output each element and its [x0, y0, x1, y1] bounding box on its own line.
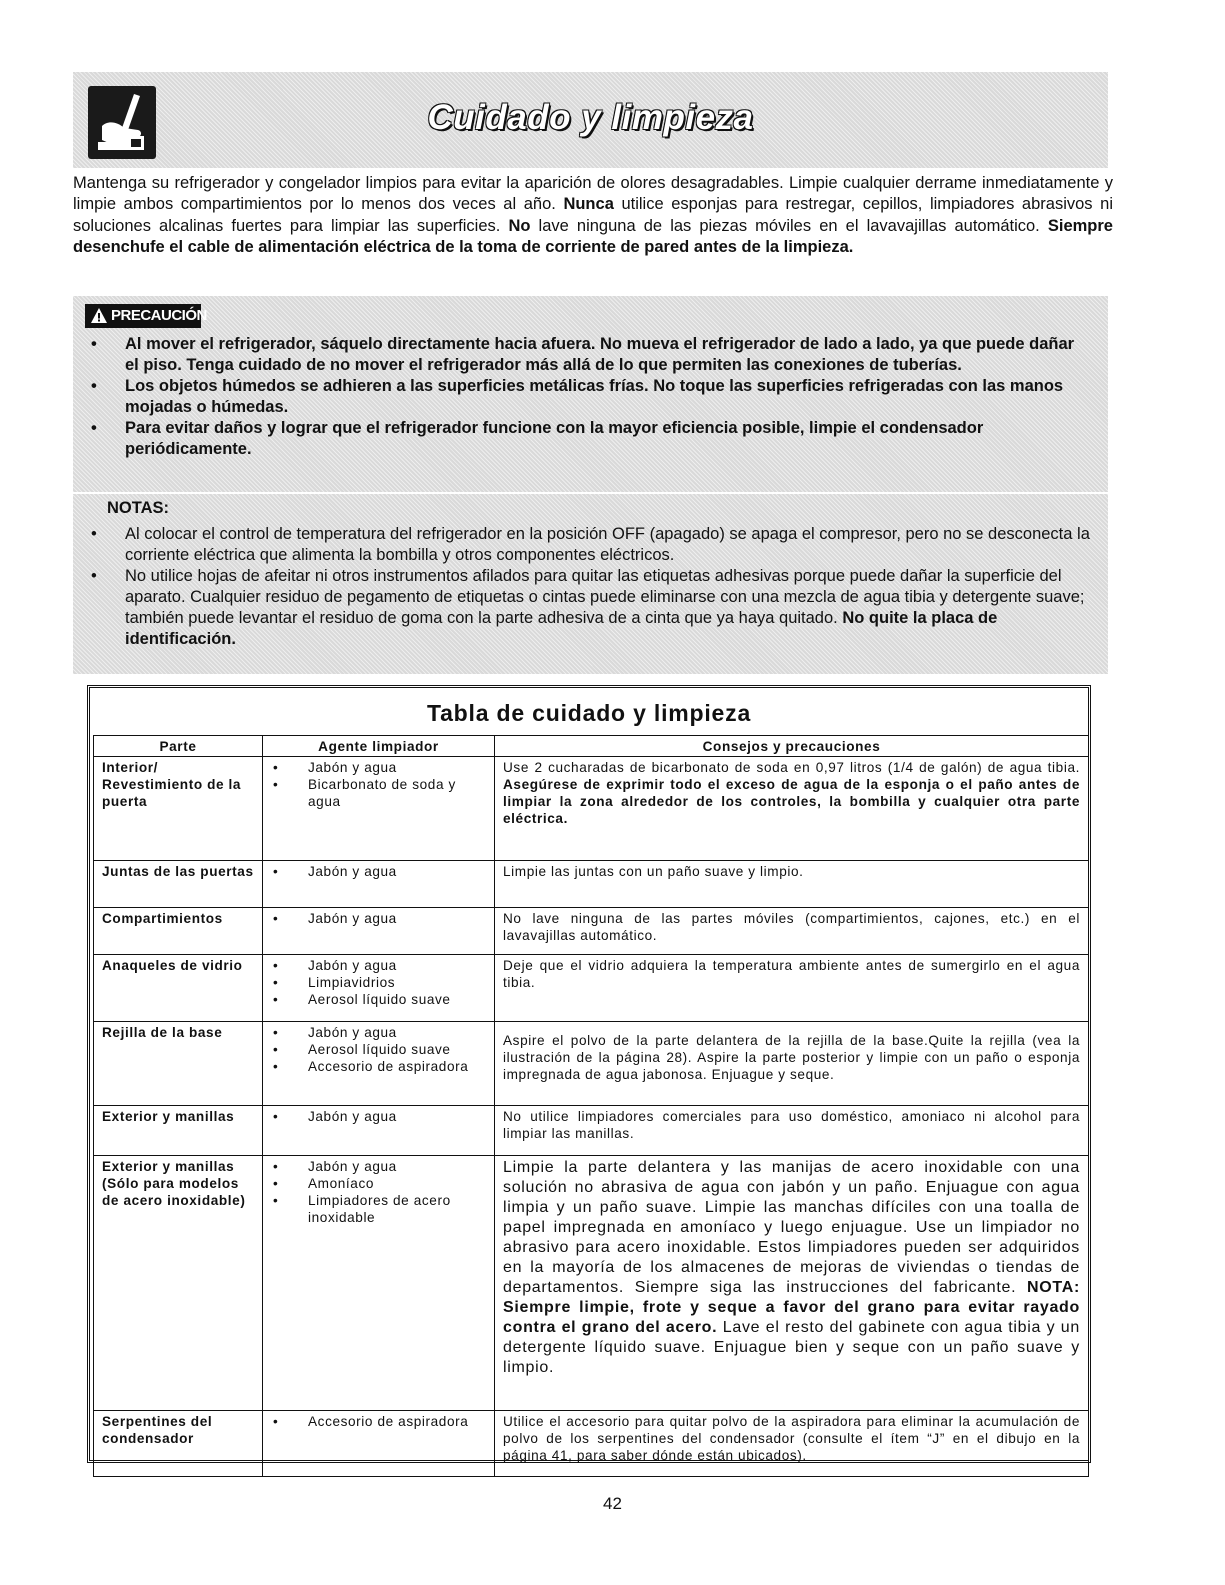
- agent-item: • Jabón y agua: [271, 759, 486, 776]
- agent-item: • Jabón y agua: [271, 1158, 486, 1175]
- tip-cell: [495, 1156, 1089, 1411]
- tip-text: Limpie la parte delantera y las manijas de acero inoxidable con una solución no abrasiva de agua con jabón y un paño. Enjuague con agua limpia y un paño suave. Limpie las manchas difíciles con una toalla de papel impregnada en amoníaco y luego enjuague. Use un limpiador no abrasivo para acero inoxidable. Estos limpiadores pueden ser adquiridos en la mayoría de los almacenes de mejoras de viviendas o tiendas de departamentos. Siempre siga las instrucciones del fabricante.: [503, 1159, 1080, 1296]
- table-row: [94, 1411, 1089, 1477]
- part-cell: Rejilla de la base: [94, 1022, 263, 1106]
- caution-item-text: Para evitar daños y lograr que el refrigerador funcione con la mayor eficiencia posible, limpie el condensador periódicamente.: [125, 419, 984, 458]
- tip-text-after: Lave el resto del gabinete con agua tibia y un detergente líquido suave. Enjuague bien y seque con un paño suave y limpio.: [503, 1319, 1080, 1376]
- tip-bold-text: NOTA: Siempre limpie, frote y seque a favor del grano para evitar rayado contra el grano del acero.: [503, 1279, 1080, 1336]
- intro-bold-no: No: [508, 216, 531, 235]
- caution-item-text: Los objetos húmedos se adhieren a las superficies metálicas frías. No toque las superficies refrigeradas con las manos mojadas o húmedas.: [125, 377, 1064, 416]
- agent-item: • Aerosol líquido suave: [271, 1041, 486, 1058]
- part-cell: Compartimientos: [94, 908, 263, 955]
- intro-bold-nunca: Nunca: [563, 195, 614, 214]
- tip-bold-text: Asegúrese de exprimir todo el exceso de agua de la esponja o el paño antes de limpiar la zona alrededor de los controles, la bombilla y cualquier otra parte eléctrica.: [503, 777, 1080, 826]
- part-cell: Serpentines del condensador: [94, 1411, 263, 1477]
- tip-cell: Deje que el vidrio adquiera la temperatura ambiente antes de sumergirlo en el agua tibia.: [495, 955, 1089, 1022]
- tip-cell: Limpie las juntas con un paño suave y limpio.: [495, 861, 1089, 908]
- agent-item: • Jabón y agua: [271, 1024, 486, 1041]
- caution-item-text: Al mover el refrigerador, sáquelo directamente hacia afuera. No mueva el refrigerador de lado a lado, ya que puede dañar el piso. Tenga cuidado de no mover el refrigerador más allá de lo que permiten las conexiones de tuberías.: [125, 335, 1075, 374]
- caution-box: [73, 296, 1108, 492]
- note-item-text: No utilice hojas de afeitar ni otros instrumentos afilados para quitar las etiquetas adhesivas porque puede dañar la superficie del aparato. Cualquier residuo de pegamento de etiquetas o cintas puede eliminarse con una mezcla de agua tibia y detergente suave; también puede levantar el residuo de goma con la parte adhesiva de a cinta que ya haya quitado.: [125, 567, 1085, 627]
- part-cell: Exterior y manillas: [94, 1106, 263, 1156]
- agent-item: • Jabón y agua: [271, 957, 486, 974]
- tip-cell: No lave ninguna de las partes móviles (compartimientos, cajones, etc.) en el lavavajillas automático.: [495, 908, 1089, 955]
- caution-list: [87, 334, 1090, 460]
- agent-item: • Jabón y agua: [271, 1108, 486, 1125]
- agent-cell: [263, 908, 495, 955]
- bullet: •: [91, 335, 97, 353]
- bullet: •: [91, 525, 97, 543]
- page-title: Cuidado y limpieza: [427, 98, 754, 137]
- notes-list: [87, 524, 1090, 650]
- page-number: 42: [603, 1494, 622, 1513]
- bullet: •: [91, 377, 97, 395]
- agent-item: • Limpiavidrios: [271, 974, 486, 991]
- note-item: [87, 566, 1090, 650]
- table-row: [94, 955, 1089, 1022]
- note-item: [87, 524, 1090, 566]
- table-row: [94, 1156, 1089, 1411]
- caution-item: [87, 418, 1090, 460]
- care-table: [93, 735, 1089, 1477]
- part-cell: Juntas de las puertas: [94, 861, 263, 908]
- notes-box: [73, 494, 1108, 674]
- tip-text: Use 2 cucharadas de bicarbonato de soda en 0,97 litros (1/4 de galón) de agua tibia.: [503, 760, 1080, 775]
- agent-cell: [263, 861, 495, 908]
- warning-triangle-icon: [90, 307, 108, 324]
- care-table-frame: [87, 685, 1091, 1463]
- table-row: [94, 1022, 1089, 1106]
- agent-cell: [263, 1411, 495, 1477]
- agent-item: • Jabón y agua: [271, 863, 486, 880]
- agent-cell: [263, 1022, 495, 1106]
- agent-item: • Accesorio de aspiradora: [271, 1058, 486, 1075]
- agent-cell: [263, 1106, 495, 1156]
- agent-item: • Jabón y agua: [271, 910, 486, 927]
- caution-item: [87, 334, 1090, 376]
- agent-item: • Amoníaco: [271, 1175, 486, 1192]
- agent-item: • Limpiadores de acero inoxidable: [271, 1192, 486, 1226]
- table-header-row: [94, 736, 1089, 757]
- tip-cell: Aspire el polvo de la parte delantera de la rejilla de la base.Quite la rejilla (vea la ilustración de la página 28). Aspire la parte posterior y limpie con un paño o esponja impregnada de agua jabonosa. Enjuague y seque.: [495, 1022, 1089, 1106]
- note-item-bold: No quite la placa de identificación.: [125, 609, 998, 648]
- part-cell: Interior/ Revestimiento de la puerta: [94, 757, 263, 861]
- part-cell: Anaqueles de vidrio: [94, 955, 263, 1022]
- section-header-band: [73, 72, 1108, 168]
- tip-cell: No utilice limpiadores comerciales para uso doméstico, amoniaco ni alcohol para limpiar las manillas.: [495, 1106, 1089, 1156]
- agent-cell: [263, 757, 495, 861]
- column-header: Agente limpiador: [263, 736, 495, 757]
- table-title: Tabla de cuidado y limpieza: [426, 700, 752, 726]
- agent-item: • Bicarbonato de soda y agua: [271, 776, 486, 810]
- intro-text-3: lave ninguna de las piezas móviles en el lavavajillas automático.: [530, 216, 1048, 235]
- caution-item: [87, 376, 1090, 418]
- part-cell: Exterior y manillas (Sólo para modelos de acero inoxidable): [94, 1156, 263, 1411]
- column-header: Parte: [94, 736, 263, 757]
- tip-cell: [495, 757, 1089, 861]
- caution-badge: [85, 304, 207, 328]
- agent-cell: [263, 1156, 495, 1411]
- bullet: •: [91, 567, 97, 585]
- table-row: [94, 1106, 1089, 1156]
- agent-cell: [263, 955, 495, 1022]
- table-row: [94, 861, 1089, 908]
- table-row: [94, 908, 1089, 955]
- agent-item: • Accesorio de aspiradora: [271, 1413, 486, 1430]
- intro-text-1: Mantenga su refrigerador y congelador limpios para evitar la aparición de olores desagradables. Limpie cualquier derrame inmediatamente y limpie ambos compartimientos por lo menos dos veces al año.: [73, 174, 1113, 214]
- column-header: Consejos y precauciones: [495, 736, 1089, 757]
- intro-paragraph: [73, 173, 1113, 258]
- table-row: [94, 757, 1089, 861]
- intro-bold-warning: Siempre desenchufe el cable de alimentación eléctrica de la toma de corriente de pared antes de la limpieza.: [73, 216, 1113, 256]
- tip-cell: Utilice el accesorio para quitar polvo de la aspiradora para eliminar la acumulación de polvo de los serpentines del condensador (consulte el ítem “J” en el dibujo en la página 41, para saber dónde están ubicados).: [495, 1411, 1089, 1477]
- caution-badge-label: PRECAUCIÓN: [111, 307, 207, 324]
- note-item-text: Al colocar el control de temperatura del refrigerador en la posición OFF (apagado) se apaga el compresor, pero no se desconecta la corriente eléctrica que alimenta la bombilla y otros componentes eléctricos.: [125, 525, 1090, 564]
- intro-text-2: utilice esponjas para restregar, cepillos, limpiadores abrasivos ni soluciones alcalinas fuertes para limpiar las superficies.: [73, 195, 1113, 235]
- bullet: •: [91, 419, 97, 437]
- agent-item: • Aerosol líquido suave: [271, 991, 486, 1008]
- notes-title: NOTAS:: [107, 499, 170, 517]
